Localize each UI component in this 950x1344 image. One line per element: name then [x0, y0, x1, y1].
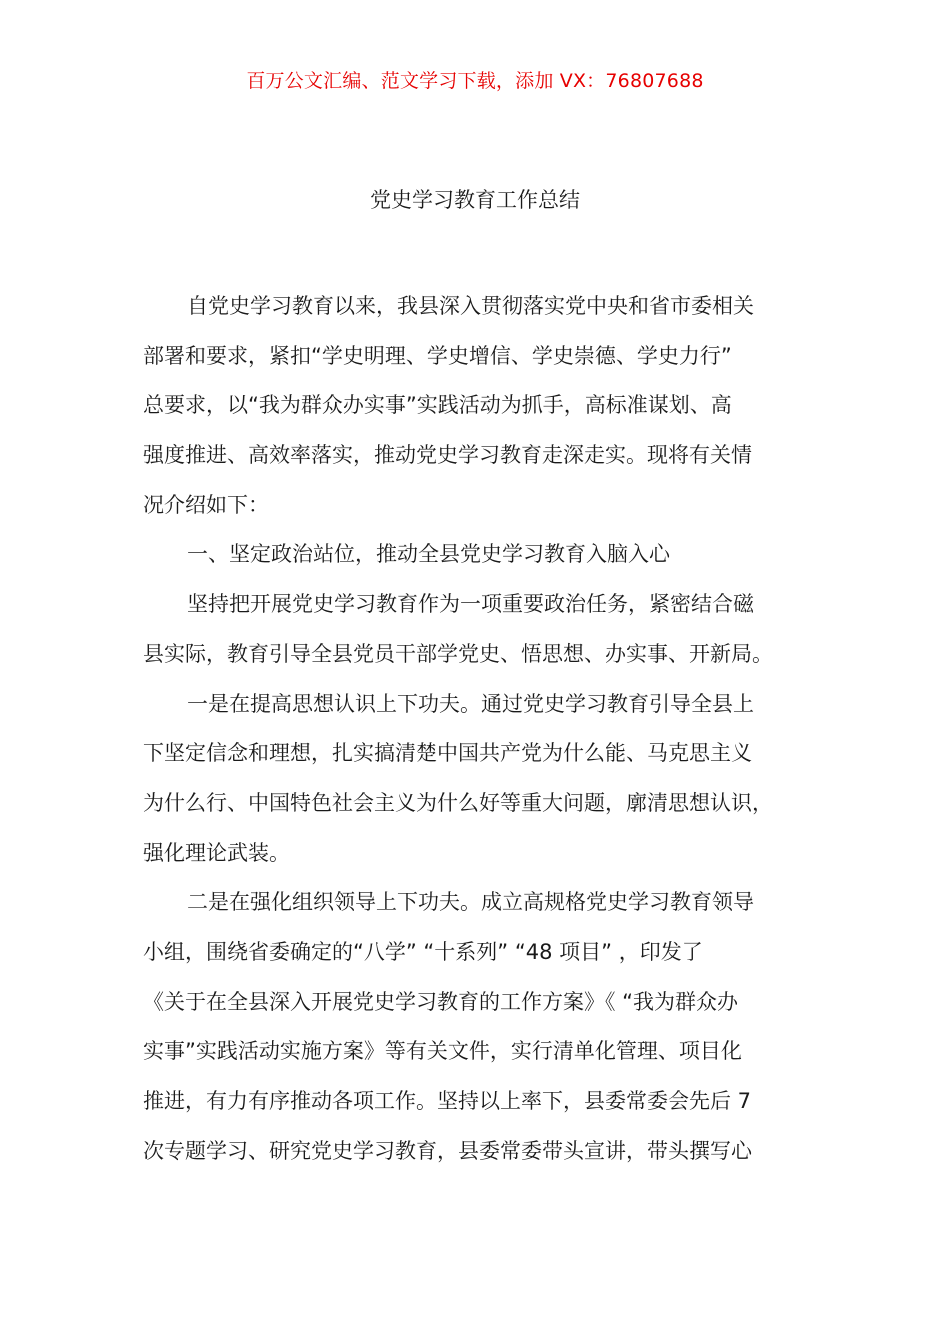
document-title: 党史学习教育工作总结 [370, 188, 580, 212]
paragraph-line: 县实际，教育引导全县党员干部学党史、悟思想、办实事、开新局。 [143, 641, 773, 666]
paragraph-line: 次专题学习、研究党史学习教育，县委常委带头宣讲，带头撰写心 [143, 1138, 752, 1163]
paragraph-intro-line: 自党史学习教育以来，我县深入贯彻落实党中央和省市委相关 [187, 294, 754, 318]
paragraph-line: 坚持把开展党史学习教育作为一项重要政治任务，紧密结合磁 [187, 592, 754, 617]
paragraph-line: 实事”实践活动实施方案》等有关文件，实行清单化管理、项目化 [143, 1039, 742, 1064]
paragraph-line: 强化理论武装。 [143, 840, 290, 865]
document-body [143, 282, 827, 1176]
paragraph-intro-line: 总要求，以“我为群众办实事”实践活动为抓手，高标准谋划、高 [143, 393, 732, 418]
section-heading: 一、坚定政治站位，推动全县党史学习教育入脑入心 [187, 542, 670, 567]
paragraph-intro-line: 部署和要求，紧扣“学史明理、学史增信、学史崇德、学史力行” [143, 343, 732, 368]
header-watermark: 百万公文汇编、范文学习下载，添加 VX：76807688 [246, 70, 704, 92]
paragraph-intro-line: 况介绍如下： [143, 492, 269, 517]
paragraph-line: 二是在强化组织领导上下功夫。成立高规格党史学习教育领导 [187, 890, 754, 915]
paragraph-line: 《关于在全县深入开展党史学习教育的工作方案》《 “我为群众办 [143, 989, 739, 1014]
paragraph-line: 推进，有力有序推动各项工作。坚持以上率下，县委常委会先后 7 [143, 1089, 752, 1113]
paragraph-line: 小组，围绕省委确定的“八学” “十系列” “48 项目” ，印发了 [143, 939, 703, 964]
paragraph-line: 一是在提高思想认识上下功夫。通过党史学习教育引导全县上 [187, 691, 754, 716]
paragraph-line: 为什么行、中国特色社会主义为什么好等重大问题，廓清思想认识， [143, 790, 773, 815]
paragraph-line: 下坚定信念和理想，扎实搞清楚中国共产党为什么能、马克思主义 [143, 741, 752, 766]
paragraph-intro-line: 强度推进、高效率落实，推动党史学习教育走深走实。现将有关情 [143, 443, 752, 468]
